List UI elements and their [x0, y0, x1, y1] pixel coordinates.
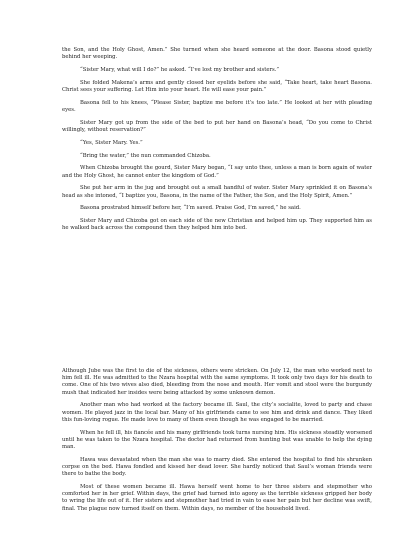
paragraph: Basona fell to his knees, “Please Sister, baptize me before it’s too late.” He looked at her with pleading eyes. — [62, 99, 372, 113]
paragraph: Most of these women became ill. Hawa herself went home to her three sisters and stepmother who comforted her in her grief. Within days, the grief had turned into agony as the terrible sickness gripped her body to wring the life out of it. Her sisters and stepmother had tried in vain to ease her pain but her decline was swift, final. The plague now turned itself on them. Within days, no member of the household lived. — [62, 484, 372, 512]
paragraph: When he fell ill, his fiancée and his many girlfriends took turns nursing him. His sickness steadily worsened until he was taken to the Nzara hospital. The doctor had returned from hunting but was unable to help the dying man. — [62, 429, 372, 451]
scene-section-outbreak — [62, 368, 372, 518]
paragraph: Hawa was devastated when the man she was to marry died. She entered the hospital to find his shrunken corpse on the bed. Hawa fondled and kissed her dead lover. She hardly noticed that Saul’s woman friends were there to bathe the body. — [62, 456, 372, 478]
paragraph: When Chizoba brought the gourd, Sister Mary began, “I say unto thee, unless a man is born again of water and the Holy Ghost, he cannot enter the kingdom of God.” — [62, 165, 372, 179]
paragraph: “Sister Mary, what will I do?” he asked. “I’ve lost my brother and sisters.” — [80, 67, 280, 73]
paragraph: Basona prostrated himself before her, “I’m saved. Praise God, I’m saved,” he said. — [80, 205, 301, 212]
paragraph: She put her arm in the jug and brought out a small handful of water. Sister Mary sprinkled it on Basona’s head as she intoned, “I baptize you, Basona, in the name of the Father, the Son, and the Holy Spirit, Amen.” — [62, 185, 372, 199]
paragraph: “Bring the water,” the nun commanded Chizoba. — [80, 152, 211, 159]
paragraph: Another man who had worked at the factory became ill. Saul, the city’s socialite, loved to party and chase women. He played jazz in the local bar. Many of his girlfriends came to see him and drink and dance. They liked this fun-loving rogue. He made love to many of them even though he was engaged to be married. — [62, 402, 372, 423]
scene-section-baptism — [62, 47, 372, 238]
paragraph: “Yes, Sister Mary. Yes.” — [80, 139, 143, 146]
paragraph: She folded Makena’s arms and gently closed her eyelids before she said, “Take heart, take heart Basona. Christ sees your suffering. Let Him into your heart. He will ease your pain.” — [62, 79, 372, 93]
paragraph: Although Jube was the first to die of the sickness, others were stricken. On July 12, the man who worked next to him fell ill. He was admitted to the Nzara hospital with the same symptoms. It took only two days for his death to come. One of his two wives also died, bleeding from the nose and mouth. Her vomit and stool were the burgundy mush that indicated her insides were being attacked by some unknown demon. — [62, 368, 372, 396]
paragraph: Sister Mary got up from the side of the bed to put her hand on Basona’s head, “Do you come to Christ willingly, without reservation?” — [62, 119, 372, 133]
paragraph: Sister Mary and Chizoba got on each side of the new Christian and helped him up. They supported him as he walked back across the compound then they helped him into bed. — [62, 218, 372, 232]
paragraph: the Son, and the Holy Ghost, Amen.” She turned when she heard someone at the door. Basona stood quietly behind her weeping. — [62, 47, 372, 61]
